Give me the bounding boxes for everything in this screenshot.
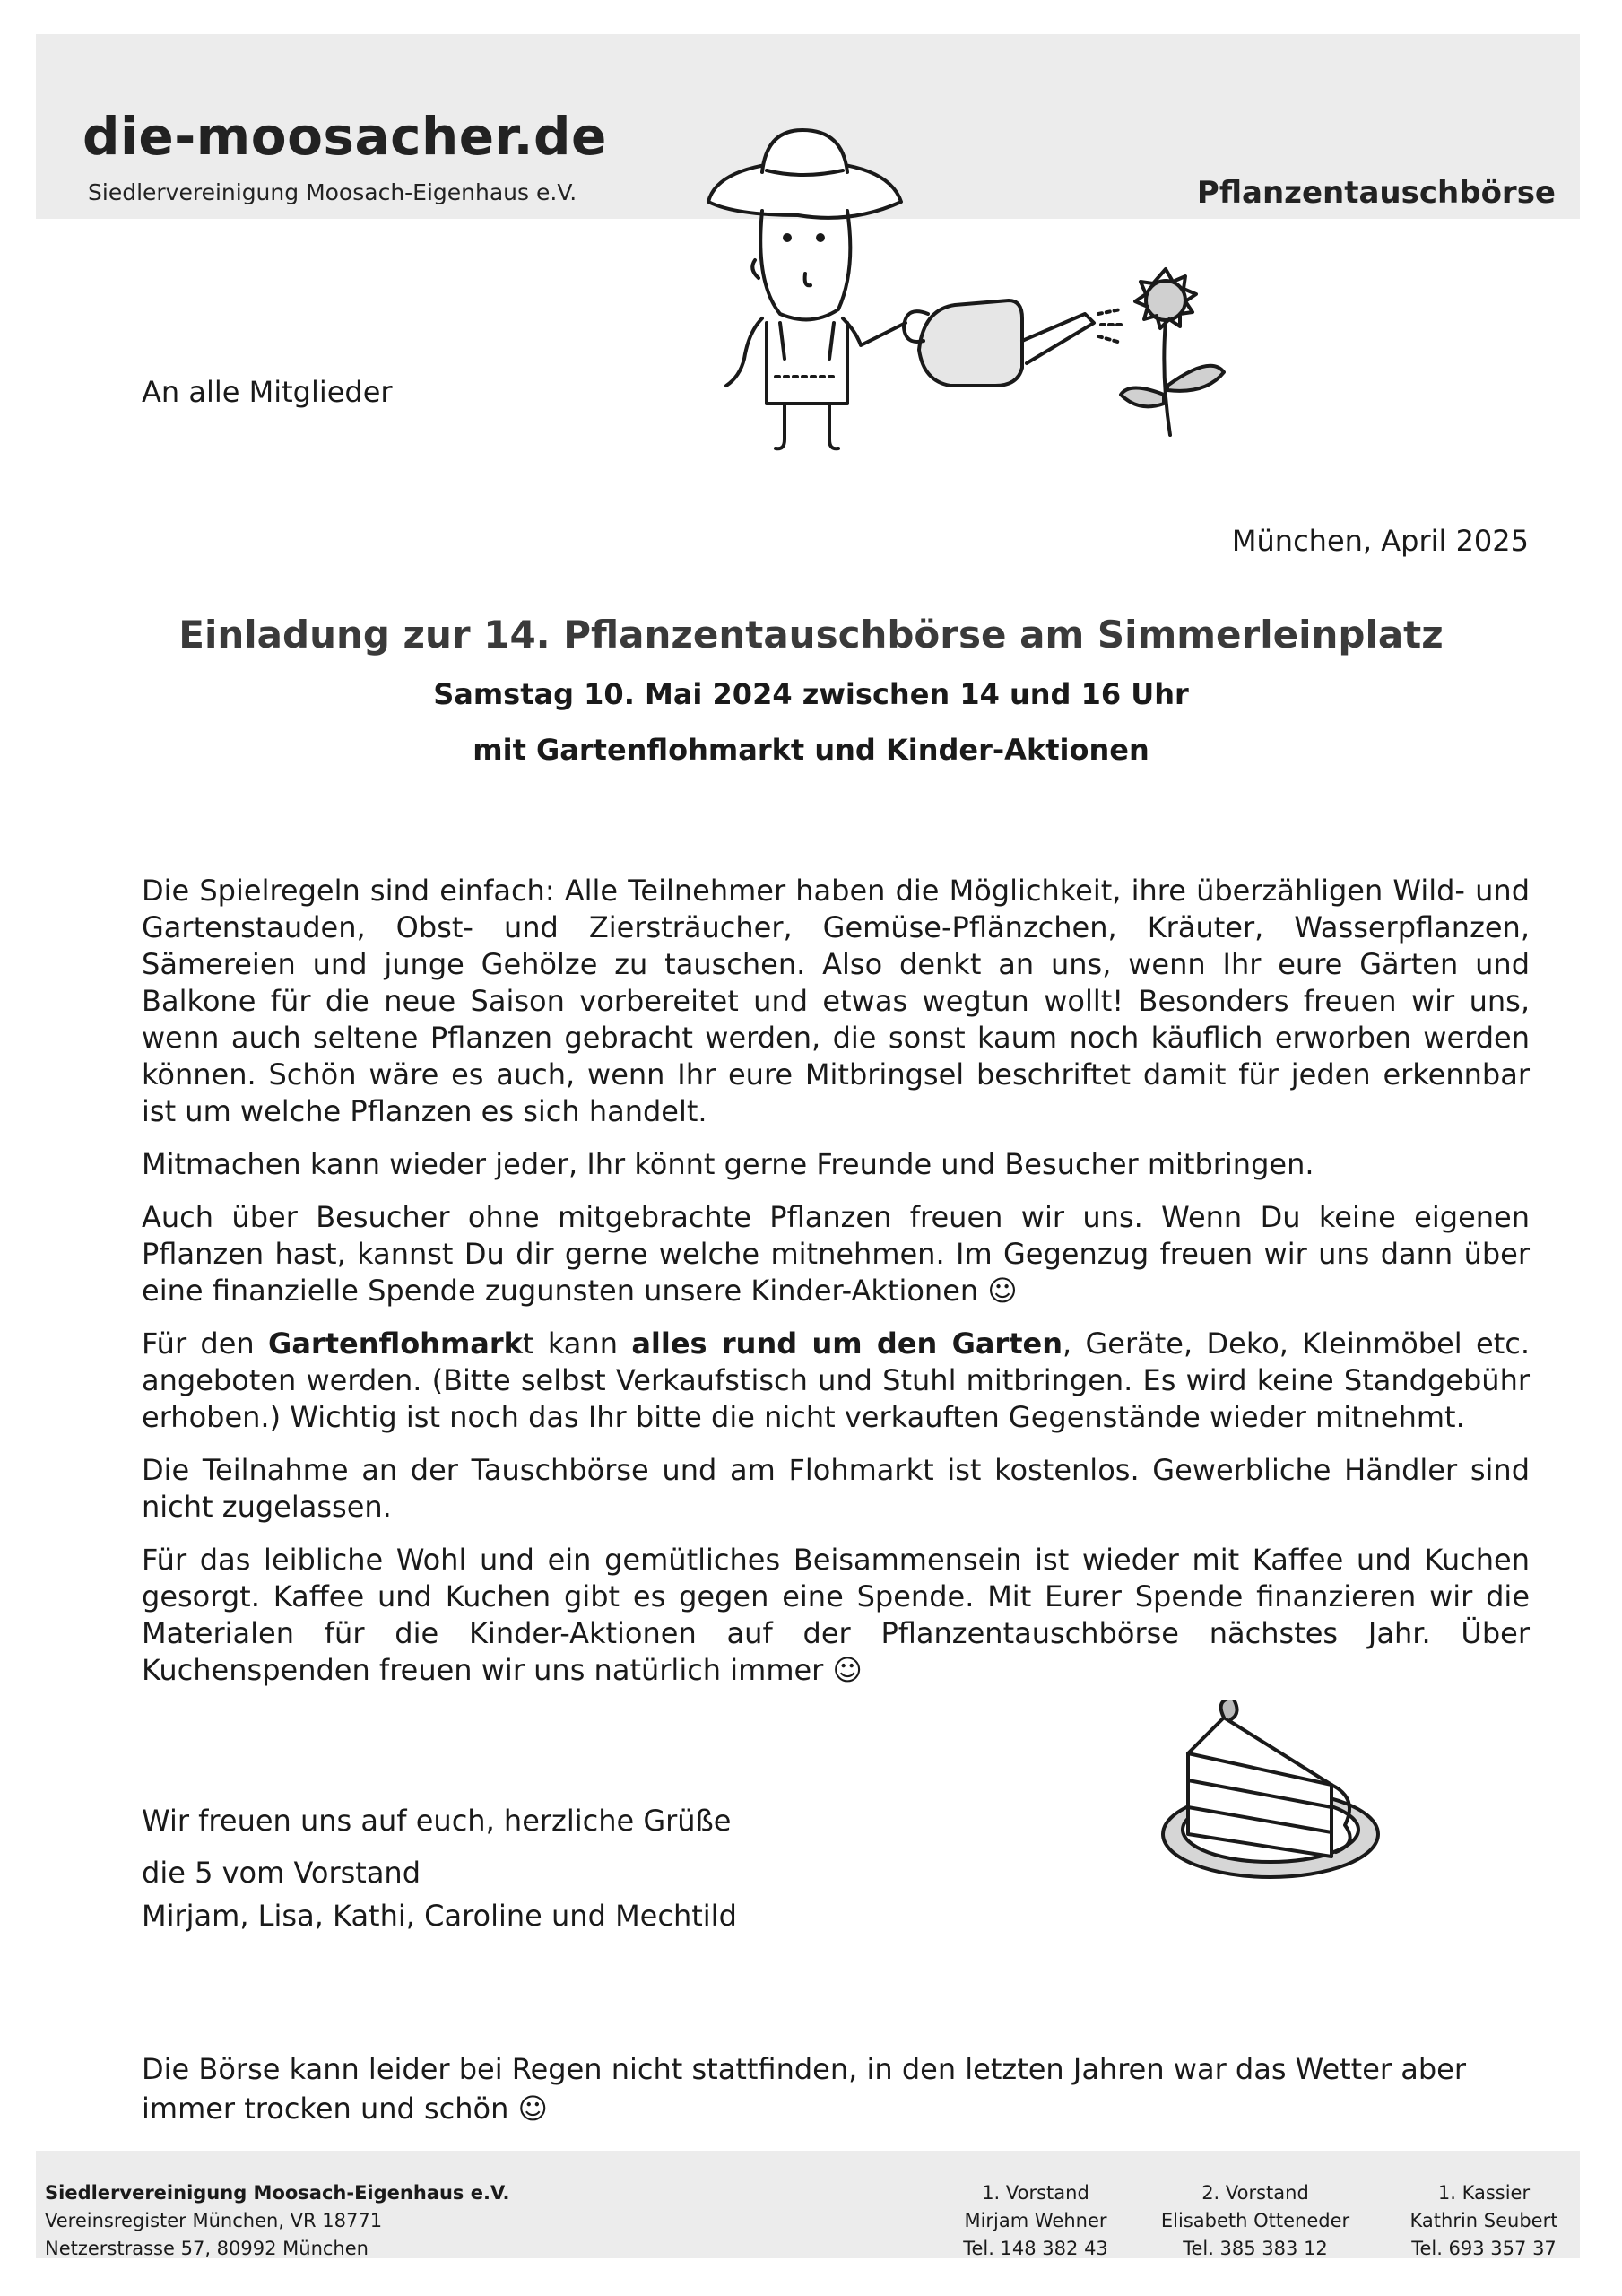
paragraph-visitors: [142, 1199, 1530, 1309]
section-title: Pflanzentauschbörse: [1196, 175, 1556, 211]
footer-register: Vereinsregister München, VR 18771: [45, 2210, 383, 2231]
fleamarket-bold-1: Gartenflohmark: [268, 1326, 523, 1361]
site-title: die-moosacher.de: [82, 106, 607, 167]
letter-body: [142, 873, 1530, 1705]
footer-contact-3: [1394, 2179, 1574, 2263]
paragraph-catering-text: Für das leibliche Wohl und ein gemütliches Beisammensein ist wieder mit Kaffee und Kuchen gesorgt. Kaffee und Kuchen gibt es gegen eine Spende. Mit Eurer Spende finanzieren wir die Materialen für die Kinder-Aktionen auf der Pflanzentauschbörse nächstes Jahr. Über Kuchenspenden freuen wir uns natürlich immer: [142, 1543, 1530, 1687]
rain-note: [142, 2049, 1530, 2128]
footer-org: [45, 2179, 509, 2263]
contact-phone: Tel. 693 357 37: [1411, 2238, 1557, 2259]
contact-role: 2. Vorstand: [1201, 2182, 1309, 2204]
paragraph-catering: [142, 1542, 1530, 1689]
fleamarket-text-c: t kann: [522, 1326, 632, 1361]
headline: Einladung zur 14. Pflanzentauschbörse am Simmerleinplatz: [178, 613, 1444, 657]
smiley-icon: ☺: [517, 2092, 548, 2126]
contact-phone: Tel. 148 382 43: [963, 2238, 1108, 2259]
contact-role: 1. Kassier: [1437, 2182, 1531, 2204]
fleamarket-text-e: , Geräte, Deko, Kleinmöbel etc. angeboten werden. (Bitte selbst Verkaufstisch und Stuhl mitbringen. Es wird keine Standgebühr erhoben.) Wichtig ist noch das Ihr bitte die nicht verkauften Gegenstände wieder mitnehmt.: [142, 1326, 1531, 1434]
place-date: München, April 2025: [1231, 524, 1529, 558]
contact-role: 1. Vorstand: [982, 2182, 1089, 2204]
contact-name: Kathrin Seubert: [1409, 2210, 1558, 2231]
event-date-line: Samstag 10. Mai 2024 zwischen 14 und 16 Uhr: [433, 677, 1189, 711]
smiley-icon: ☺: [987, 1274, 1018, 1308]
closing-from: die 5 vom Vorstand: [142, 1856, 421, 1890]
cake-slice-icon: [1152, 1700, 1390, 1888]
fleamarket-text-a: Für den: [142, 1326, 269, 1361]
gardener-illustration-icon: [699, 126, 1282, 520]
footer-address: Netzerstrasse 57, 80992 München: [45, 2238, 369, 2259]
paragraph-free: Die Teilnahme an der Tauschbörse und am Flohmarkt ist kostenlos. Gewerbliche Händler sind nicht zugelassen.: [142, 1453, 1530, 1524]
closing-greeting: Wir freuen uns auf euch, herzliche Grüße: [142, 1804, 732, 1838]
site-subtitle: Siedlervereinigung Moosach-Eigenhaus e.V.: [88, 179, 577, 205]
paragraph-everyone: Mitmachen kann wieder jeder, Ihr könnt gerne Freunde und Besucher mitbringen.: [142, 1147, 1314, 1181]
contact-name: Mirjam Wehner: [964, 2210, 1107, 2231]
footer-org-name: Siedlervereinigung Moosach-Eigenhaus e.V.: [45, 2182, 510, 2204]
paragraph-fleamarket: [142, 1326, 1530, 1436]
recipients: An alle Mitglieder: [142, 375, 393, 409]
footer-contact-1: [937, 2179, 1134, 2263]
paragraph-rules: Die Spielregeln sind einfach: Alle Teilnehmer haben die Möglichkeit, ihre überzähligen Wild- und Gartenstauden, Obst- und Ziersträucher, Gemüse-Pflänzchen, Kräuter, Wasserpflanzen, Sämereien und junge Gehölze zu tauschen. Also denkt an uns, wenn Ihr eure Gärten und Balkone für die neue Saison vorbereitet und etwas wegtun wollt! Besonders freuen wir uns, wenn auch seltene Pflanzen gebracht werden, die sonst kaum noch käuflich erworben werden können. Schön wäre es auch, wenn Ihr eure Mitbringsel beschriftet damit für jeden erkennbar ist um welche Pflanzen es sich handelt.: [142, 874, 1530, 1128]
footer-contact-2: [1148, 2179, 1363, 2263]
contact-name: Elisabeth Otteneder: [1160, 2210, 1350, 2231]
paragraph-visitors-text: Auch über Besucher ohne mitgebrachte Pflanzen freuen wir uns. Wenn Du keine eigenen Pflanzen hast, kannst Du dir gerne welche mitnehmen. Im Gegenzug freuen wir uns dann über eine finanzielle Spende zugunsten unsere Kinder-Aktionen: [142, 1200, 1530, 1308]
smiley-icon: ☺: [832, 1653, 863, 1687]
closing-names: Mirjam, Lisa, Kathi, Caroline und Mechtild: [142, 1899, 737, 1933]
event-extras-line: mit Gartenflohmarkt und Kinder-Aktionen: [473, 733, 1149, 767]
rain-note-text: Die Börse kann leider bei Regen nicht stattfinden, in den letzten Jahren war das Wetter aber immer trocken und schön: [142, 2052, 1466, 2126]
closing: [142, 1799, 737, 1937]
fleamarket-bold-2: alles rund um den Garten: [631, 1326, 1063, 1361]
contact-phone: Tel. 385 383 12: [1183, 2238, 1328, 2259]
